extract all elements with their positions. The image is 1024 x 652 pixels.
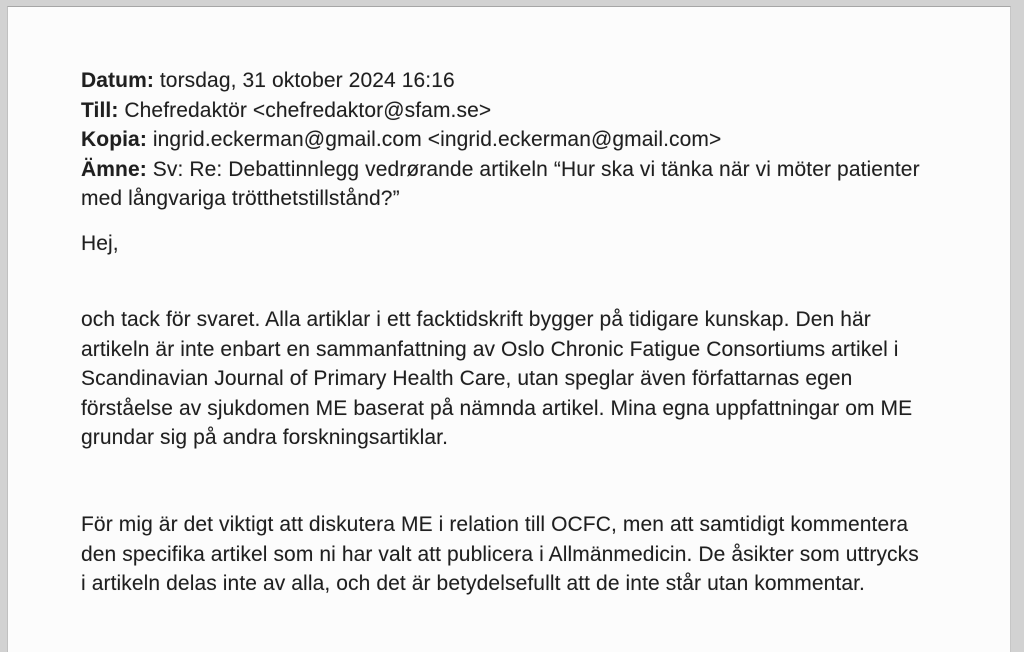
email-header-block xyxy=(81,66,990,214)
header-value-amne: Sv: Re: Debattinnlegg vedrørande artikeln “Hur ska vi tänka när vi möter patienter xyxy=(152,157,920,181)
email-header-row-kopia xyxy=(81,125,990,155)
header-label-datum: Datum: xyxy=(81,69,154,92)
header-label-kopia: Kopia: xyxy=(81,128,147,151)
body-line: förståelse av sjukdomen ME baserat på nämnda artikel. Mina egna uppfattningar om ME xyxy=(81,396,913,420)
body-line: den specifika artikel som ni har valt att publicera i Allmänmedicin. De åsikter som uttrycks xyxy=(81,542,919,566)
body-line: i artikeln delas inte av alla, och det är betydelsefullt att de inte står utan kommentar. xyxy=(81,572,865,595)
body-paragraph-2 xyxy=(81,510,990,599)
email-document-page xyxy=(7,6,1011,652)
body-line: Scandinavian Journal of Primary Health Care, utan speglar även författarnas egen xyxy=(81,367,853,390)
body-line: För mig är det viktigt att diskutera ME i relation till OCFC, men att samtidigt kommentera xyxy=(81,513,909,536)
subject-continuation-line: med långvariga trötthetstillstånd?” xyxy=(81,187,400,210)
header-label-till: Till: xyxy=(81,98,119,122)
header-value-kopia: ingrid.eckerman@gmail.com <ingrid.eckerman@gmail.com> xyxy=(152,128,722,151)
body-line: och tack för svaret. Alla artiklar i ett facktidskrift bygger på tidigare kunskap. Den här xyxy=(81,308,871,331)
body-paragraph-1 xyxy=(81,305,990,453)
email-header-row-till xyxy=(81,96,990,126)
header-value-datum: torsdag, 31 oktober 2024 16:16 xyxy=(159,69,455,92)
body-line: artikeln är inte enbart en sammanfattning av Oslo Chronic Fatigue Consortiums artikel i xyxy=(81,337,899,361)
greeting-text: Hej, xyxy=(81,232,119,255)
email-header-row-datum xyxy=(81,66,990,96)
header-value-till: Chefredaktör <chefredaktor@sfam.se> xyxy=(124,98,492,122)
email-header-row-amne xyxy=(81,155,990,185)
body-line: grundar sig på andra forskningsartiklar. xyxy=(81,426,449,449)
header-label-amne: Ämne: xyxy=(81,157,147,181)
